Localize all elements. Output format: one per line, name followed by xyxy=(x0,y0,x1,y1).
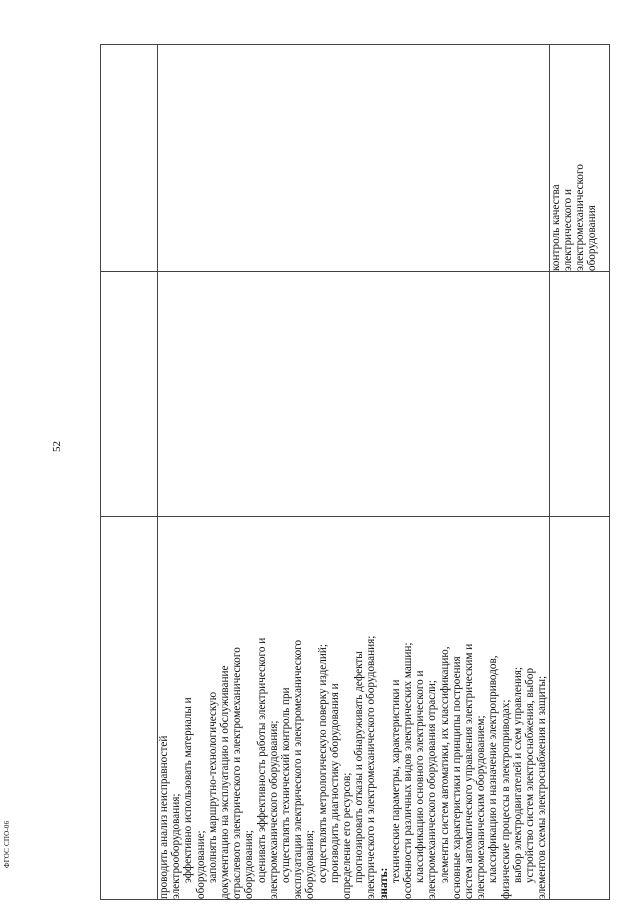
content-line: осуществлять технический контроль при xyxy=(280,687,293,883)
content-line: основные характеристики и принципы построения xyxy=(450,656,463,899)
content-line: электромеханического оборудования отрасли; xyxy=(426,680,439,899)
table-header-row xyxy=(101,45,158,900)
content-line: оборудование; xyxy=(194,830,207,899)
content-line: производить диагностику оборудования и xyxy=(328,683,341,883)
footer-label: ФГОС СПО-06 xyxy=(3,820,11,868)
content-line: определение его ресурсов; xyxy=(341,772,354,899)
content-line: электромеханическим оборудованием; xyxy=(475,715,488,899)
content-line: систем автоматического управления электрическим и xyxy=(463,643,476,899)
skills-knowledge-text xyxy=(158,517,549,899)
content-line: эффективно использовать материалы и xyxy=(182,697,195,883)
content-line: прогнозировать отказы и обнаруживать дефекты xyxy=(353,651,366,883)
content-line: особенности различных видов электрических машин; xyxy=(402,642,415,899)
empty-cell xyxy=(158,272,550,517)
header-cell-2 xyxy=(101,272,158,517)
content-line: отраслевого электрического и электромеханического xyxy=(231,647,244,899)
content-line: оборудования; xyxy=(304,830,317,899)
content-line: технические параметры, характеристики и xyxy=(389,679,402,883)
content-line: знать: xyxy=(377,867,390,899)
control-line: контроль качества xyxy=(549,184,562,271)
content-line: оценивать эффективность работы электрического и xyxy=(255,637,268,883)
control-line: электромеханического xyxy=(573,164,586,271)
competency-table xyxy=(100,44,610,900)
table-row xyxy=(549,45,609,900)
content-line: классификацию основного электрического и xyxy=(414,670,427,883)
content-line: эксплуатации электрического и электромеханического xyxy=(292,639,305,899)
content-line: электрического и электромеханического оборудования; xyxy=(365,635,378,899)
control-cell xyxy=(549,45,609,272)
control-text xyxy=(550,45,599,271)
content-line: выбор электродвигателей и схем управления; xyxy=(511,666,524,883)
skills-knowledge-cell xyxy=(158,517,550,900)
content-line: элементов схемы электроснабжения и защиты; xyxy=(536,675,549,899)
content-line: устройство систем электроснабжения, выбор xyxy=(524,667,537,883)
content-line: документацию на эксплуатацию и обслуживание xyxy=(219,665,232,899)
empty-cell xyxy=(158,45,550,272)
content-line: элементы систем автоматики, их классификацию, xyxy=(438,646,451,883)
table-row xyxy=(158,45,550,900)
content-line: электромеханического оборудования; xyxy=(267,720,280,899)
header-cell-1 xyxy=(101,517,158,900)
content-line: физические процессы в электроприводах; xyxy=(499,699,512,899)
content-line: электрооборудования; xyxy=(170,793,183,899)
empty-cell xyxy=(549,272,609,517)
content-line: заполнять маршрутно-технологическую xyxy=(206,691,219,883)
empty-cell xyxy=(549,517,609,900)
control-line: электрического и xyxy=(561,188,574,271)
content-line: классификацию и назначение электроприводов, xyxy=(487,655,500,883)
content-line: осуществлять метрологическую поверку изделий; xyxy=(316,644,329,883)
content-line: проводить анализ неисправностей xyxy=(158,735,170,899)
page-number: 52 xyxy=(51,441,63,452)
rotated-table-block xyxy=(100,45,606,900)
header-cell-3 xyxy=(101,45,158,272)
content-line: оборудования; xyxy=(243,830,256,899)
control-line: оборудования xyxy=(586,205,599,271)
